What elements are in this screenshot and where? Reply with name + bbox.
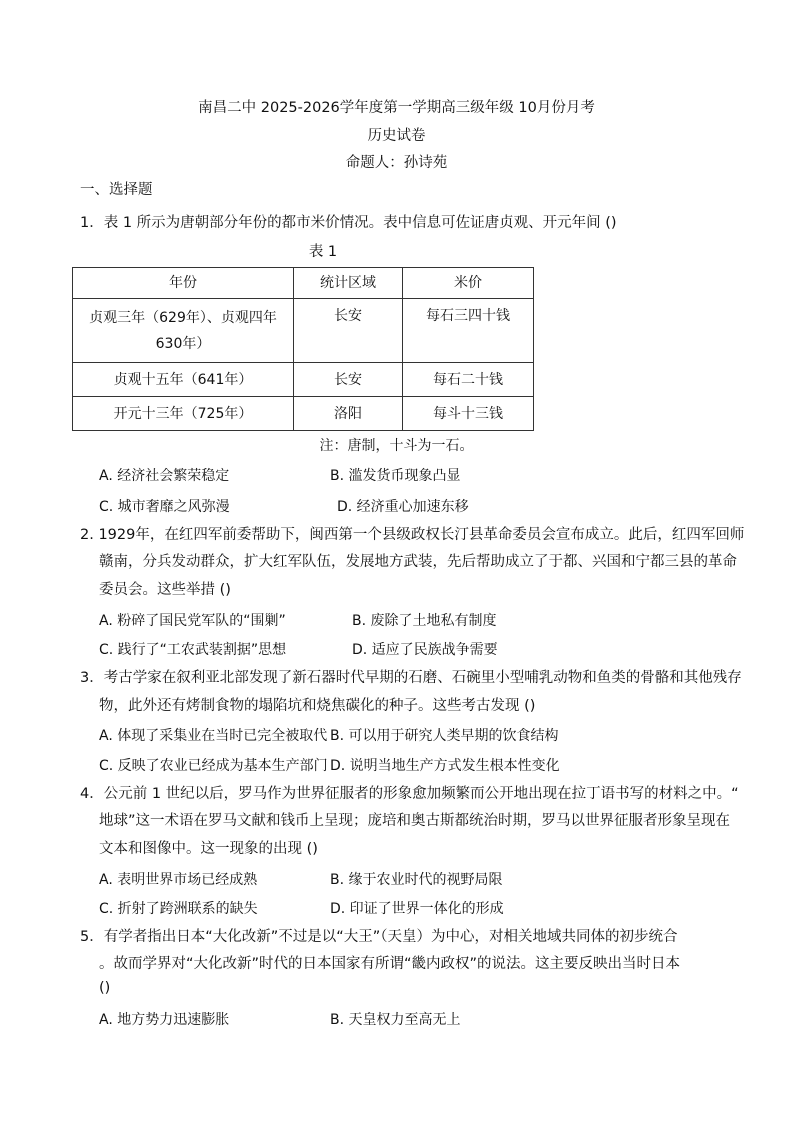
q2-option-a[interactable]: A. 粉碎了国民党军队的“围剿”	[99, 613, 286, 629]
q1-option-a[interactable]: A. 经济社会繁荣稳定	[99, 468, 230, 484]
table-header-cell: 米价	[403, 268, 534, 299]
exam-title: 南昌二中 2025-2026学年度第一学期高三级年级 10月份月考	[198, 100, 595, 116]
q5-line: 。故而学界对“大化改新”时代的日本国家有所谓“畿内政权”的说法。这主要反映出当时日本	[99, 956, 681, 972]
q3-line: 物，此外还有烤制食物的塌陷坑和烧焦碳化的种子。这些考古发现 ()	[99, 698, 536, 714]
table-header-row	[73, 268, 534, 299]
table-cell-price: 每石三四十钱	[403, 299, 534, 363]
q1-option-b[interactable]: B. 滥发货币现象凸显	[330, 468, 461, 484]
q5-option-b[interactable]: B. 天皇权力至高无上	[330, 1012, 461, 1028]
section-heading: 一、选择题	[80, 182, 153, 198]
table-cell-region: 长安	[294, 299, 403, 363]
q3-option-b[interactable]: B. 可以用于研究人类早期的饮食结构	[330, 728, 559, 744]
exam-author: 命题人：孙诗苑	[345, 155, 448, 171]
q2-option-c[interactable]: C. 践行了“工农武装割据”思想	[99, 642, 287, 658]
table-cell-year	[73, 299, 294, 363]
table-cell-region: 长安	[294, 363, 403, 397]
table-cell-price: 每斗十三钱	[403, 397, 534, 431]
q2-line: 赣南，分兵发动群众，扩大红军队伍，发展地方武装，先后帮助成立了于都、兴国和宁都三县的革命	[99, 554, 737, 570]
q4-option-a[interactable]: A. 表明世界市场已经成熟	[99, 872, 258, 888]
q3-option-d[interactable]: D. 说明当地生产方式发生根本性变化	[330, 758, 560, 774]
q1-option-c[interactable]: C. 城市奢靡之风弥漫	[99, 499, 230, 515]
table-header-cell: 统计区域	[294, 268, 403, 299]
q1-stem: 1．表 1 所示为唐朝部分年份的都市米价情况。表中信息可佐证唐贞观、开元年间 ()	[80, 215, 617, 231]
table-cell-line: 贞观三年（629年）、贞观四年	[89, 309, 277, 326]
table-row	[73, 299, 534, 363]
q3-option-a[interactable]: A. 体现了采集业在当时已完全被取代	[99, 728, 328, 744]
table-cell-line: 630年）	[155, 335, 211, 352]
q4-line: 4．公元前 1 世纪以后，罗马作为世界征服者的形象愈加频繁而公开地出现在拉丁语书写的材料之中。“	[80, 786, 739, 802]
price-table	[72, 267, 534, 431]
table-cell-year: 开元十三年（725年）	[73, 397, 294, 431]
q2-option-d[interactable]: D. 适应了民族战争需要	[352, 642, 498, 658]
q5-option-a[interactable]: A. 地方势力迅速膨胀	[99, 1012, 230, 1028]
q5-line: 5．有学者指出日本“大化改新”不过是以“大王”（天皇）为中心，对相关地域共同体的初步统合	[80, 929, 678, 945]
table-note: 注：唐制，十斗为一石。	[319, 438, 474, 454]
q4-option-d[interactable]: D. 印证了世界一体化的形成	[330, 901, 504, 917]
table-cell-price: 每石二十钱	[403, 363, 534, 397]
table-cell-region: 洛阳	[294, 397, 403, 431]
q4-option-c[interactable]: C. 折射了跨洲联系的缺失	[99, 901, 258, 917]
table-header-cell: 年份	[73, 268, 294, 299]
q3-line: 3．考古学家在叙利亚北部发现了新石器时代早期的石磨、石碗里小型哺乳动物和鱼类的骨骼和其他残存	[80, 670, 742, 686]
q4-line: 文本和图像中。这一现象的出现 ()	[99, 841, 318, 857]
exam-subtitle: 历史试卷	[367, 128, 426, 144]
table-caption: 表 1	[308, 244, 338, 260]
q4-line: 地球”这一术语在罗马文献和钱币上呈现；庞培和奥古斯都统治时期，罗马以世界征服者形象呈现在	[99, 813, 731, 829]
table-cell-year: 贞观十五年（641年）	[73, 363, 294, 397]
q2-line: 委员会。这些举措 ()	[99, 582, 231, 598]
q2-line: 2. 1929年，在红四军前委帮助下，闽西第一个县级政权长汀县革命委员会宣布成立。此后，红四军回师	[80, 527, 745, 543]
q1-option-d[interactable]: D. 经济重心加速东移	[337, 499, 469, 515]
table-row	[73, 397, 534, 431]
table-row	[73, 363, 534, 397]
q3-option-c[interactable]: C. 反映了农业已经成为基本生产部门	[99, 758, 328, 774]
q2-option-b[interactable]: B. 废除了土地私有制度	[352, 613, 497, 629]
q5-line: ()	[99, 980, 111, 996]
q4-option-b[interactable]: B. 缘于农业时代的视野局限	[330, 872, 503, 888]
